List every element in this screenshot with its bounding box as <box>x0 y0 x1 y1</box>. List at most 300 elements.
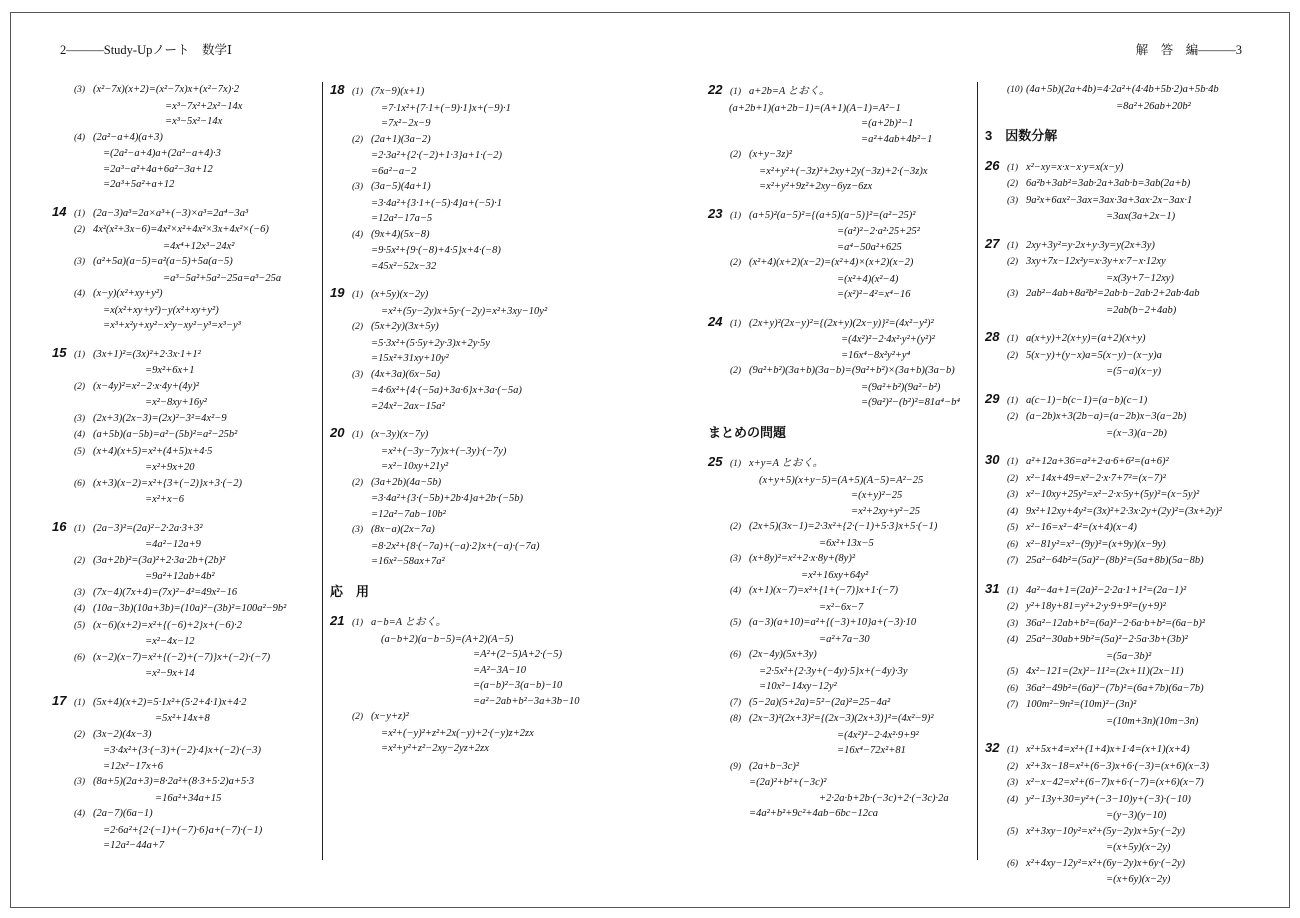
solution-line <box>52 806 317 823</box>
math-expression: y²−13y+30=y²+(−3−10)y+(−3)·(−10) <box>1026 793 1191 805</box>
solution-line <box>330 539 630 555</box>
problem-block <box>330 425 630 570</box>
solution-line <box>985 209 1255 225</box>
problem-block <box>985 82 1255 114</box>
solution-line <box>330 507 630 523</box>
math-expression: =(2a)²+b²+(−3c)² <box>749 777 827 788</box>
solution-line <box>330 554 630 570</box>
solution-line <box>330 148 630 164</box>
problem-block <box>52 204 317 334</box>
solution-line <box>52 666 317 682</box>
solution-line <box>985 824 1255 841</box>
math-expression: =x²−4x−12 <box>145 636 195 647</box>
solution-line <box>708 728 972 744</box>
math-expression: =4a²+b²+9c²+4ab−6bc−12ca <box>749 808 878 819</box>
solution-line <box>52 711 317 727</box>
subproblem-label: (5) <box>1007 826 1019 837</box>
problem-number: 32 <box>985 740 1000 755</box>
solution-line <box>52 727 317 744</box>
math-expression: (5x+4)(x+2)=5·1x²+(5·2+4·1)x+4·2 <box>93 696 247 708</box>
solution-line <box>330 116 630 132</box>
math-expression: 36a²−12ab+b²=(6a)²−2·6a·b+b²=(6a−b)² <box>1026 617 1206 629</box>
solution-line <box>52 254 317 271</box>
solution-line <box>708 255 972 272</box>
problem-number: 20 <box>330 425 345 440</box>
math-expression: a−b=A とおく。 <box>371 617 447 628</box>
solution-line <box>985 632 1255 649</box>
solution-line <box>52 492 317 508</box>
subproblem-label: (8) <box>730 714 742 724</box>
answer-column-2 <box>330 82 630 768</box>
solution-line <box>52 759 317 775</box>
solution-line <box>330 132 630 149</box>
solution-line <box>708 504 972 520</box>
subproblem-label: (2) <box>352 134 364 145</box>
problem-number: 16 <box>52 518 67 534</box>
math-expression: =(9a²)²−(b²)²=81a⁴−b⁴ <box>861 397 960 408</box>
solution-line <box>985 520 1255 537</box>
math-expression: 100m²−9n²=(10m)²−(3n)² <box>1026 699 1137 710</box>
math-expression: (x+8y)²=x²+2·x·8y+(8y)² <box>749 553 855 564</box>
subproblem-label: (3) <box>1007 618 1019 629</box>
solution-line <box>330 647 630 663</box>
solution-line <box>708 224 972 240</box>
solution-line <box>985 616 1255 633</box>
problem-block <box>330 82 630 274</box>
section-heading: 3 因数分解 <box>985 128 1058 143</box>
subproblem-label: (1) <box>1007 745 1019 755</box>
math-expression: x+y=A とおく。 <box>749 458 824 469</box>
solution-line <box>708 101 972 117</box>
math-expression: 25a²−30ab+9b²=(5a)²−2·5a·3b+(3b)² <box>1026 634 1188 645</box>
solution-line <box>330 632 630 648</box>
solution-line <box>985 714 1255 730</box>
solution-line <box>52 537 317 553</box>
subproblem-label: (7) <box>1007 700 1019 710</box>
math-expression: =x²+x−6 <box>145 494 184 505</box>
subproblem-label: (4) <box>74 809 86 819</box>
problem-block <box>52 693 317 854</box>
math-expression: =a²+7a−30 <box>819 633 870 645</box>
math-expression: (a+5)²(a−5)²={(a+5)(a−5)}²=(a²−25)² <box>749 209 916 221</box>
math-expression: (5−2a)(5+2a)=5²−(2a)²=25−4a² <box>749 696 891 708</box>
solution-line <box>708 363 972 380</box>
subproblem-label: (1) <box>730 210 742 221</box>
solution-line <box>985 856 1255 873</box>
solution-line <box>708 380 972 396</box>
solution-line <box>330 491 630 507</box>
solution-line <box>330 459 630 475</box>
math-expression: (2a−7)(6a−1) <box>93 808 153 819</box>
solution-line <box>985 504 1255 521</box>
math-expression: =x²+2xy+y²−25 <box>851 505 921 517</box>
solution-line <box>330 101 630 117</box>
math-expression: y²+18y+81=y²+2·y·9+9²=(y+9)² <box>1026 601 1166 612</box>
math-expression: =2ab(b−2+4ab) <box>1106 304 1177 316</box>
math-expression: =x³−7x²+2x²−14x <box>165 100 243 112</box>
subproblem-label: (3) <box>352 369 364 380</box>
math-expression: (a²+5a)(a−5)=a²(a−5)+5a(a−5) <box>93 256 233 267</box>
math-expression: =3·4a²+{3·(−5b)+2b·4}a+2b·(−5b) <box>371 493 524 504</box>
solution-line <box>708 488 972 504</box>
solution-line <box>52 553 317 570</box>
solution-line <box>330 259 630 275</box>
subproblem-label: (1) <box>1007 162 1019 173</box>
math-expression: (x−y)(x²+xy+y²) <box>93 288 163 299</box>
math-expression: =(x²+4)(x²−4) <box>837 273 899 285</box>
math-expression: (4a+5b)(2a+4b)=4·2a²+(4·4b+5b·2)a+5b·4b <box>1026 84 1219 95</box>
problem-block <box>985 391 1255 442</box>
solution-line <box>708 395 972 411</box>
math-expression: (2a−3)a³=2a×a³+(−3)×a³=2a⁴−3a³ <box>93 207 249 219</box>
subproblem-label: (1) <box>352 430 364 440</box>
answer-column-4 <box>985 82 1255 899</box>
math-expression: =(x²)²−4²=x⁴−16 <box>837 289 911 300</box>
problem-block <box>985 581 1255 730</box>
solution-line <box>52 743 317 759</box>
subproblem-label: (4) <box>74 289 86 299</box>
subproblem-label: (3) <box>1007 289 1019 299</box>
answer-column-3 <box>708 82 972 833</box>
math-expression: a(c−1)−b(c−1)=(a−b)(c−1) <box>1026 394 1148 406</box>
math-expression: 5(x−y)+(y−x)a=5(x−y)−(x−y)a <box>1026 349 1162 361</box>
math-expression: 3xy+7x−12x²y=x·3y+x·7−x·12xy <box>1026 256 1166 267</box>
solution-line <box>985 391 1255 410</box>
subproblem-label: (10) <box>1007 85 1023 95</box>
subproblem-label: (1) <box>730 318 742 329</box>
solution-line <box>985 487 1255 504</box>
solution-line <box>52 601 317 618</box>
solution-line <box>52 823 317 839</box>
solution-line <box>52 476 317 493</box>
solution-line <box>708 600 972 616</box>
math-expression: =x(3y+7−12xy) <box>1106 272 1174 284</box>
solution-line <box>985 599 1255 616</box>
math-expression: =x²−6x−7 <box>819 601 864 613</box>
solution-line <box>330 304 630 320</box>
subproblem-label: (3) <box>352 525 364 535</box>
problem-block <box>985 452 1255 570</box>
math-expression: =a⁴−50a²+625 <box>837 241 902 253</box>
math-expression: =x²+(5y−2y)x+5y·(−2y)=x²+3xy−10y² <box>381 305 548 317</box>
math-expression: =(x+5y)(x−2y) <box>1106 842 1171 853</box>
math-expression: x²+3x−18=x²+(6−3)x+6·(−3)=(x+6)(x−3) <box>1026 760 1209 772</box>
math-expression: (a−2b)x+3(2b−a)=(a−2b)x−3(a−2b) <box>1026 411 1187 422</box>
math-expression: =(10m+3n)(10m−3n) <box>1106 715 1199 727</box>
solution-line <box>52 395 317 411</box>
math-expression: =9·5x²+{9·(−8)+4·5}x+4·(−8) <box>371 245 501 256</box>
subproblem-label: (2) <box>352 322 364 332</box>
solution-line <box>52 204 317 223</box>
problem-block <box>985 329 1255 380</box>
problem-block <box>708 454 972 822</box>
solution-line <box>52 379 317 396</box>
math-expression: =10x²−14xy−12y² <box>759 681 837 692</box>
subproblem-label: (4) <box>352 229 364 240</box>
solution-line <box>708 759 972 776</box>
solution-line <box>985 254 1255 271</box>
math-expression: =5·3x²+(5·5y+2y·3)x+2y·5y <box>371 337 490 349</box>
solution-line <box>330 351 630 367</box>
solution-line <box>708 314 972 333</box>
solution-line <box>985 176 1255 193</box>
solution-line <box>708 791 972 807</box>
problem-number: 25 <box>708 454 723 469</box>
subproblem-label: (3) <box>74 777 86 787</box>
subproblem-label: (2) <box>730 258 742 268</box>
problem-block <box>708 314 972 411</box>
math-expression: =6x²+13x−5 <box>819 537 874 549</box>
subproblem-label: (3) <box>352 182 364 192</box>
solution-line <box>52 693 317 712</box>
math-expression: =x²+16xy+64y² <box>801 569 869 581</box>
math-expression: =9a²+12ab+4b² <box>145 571 215 582</box>
problem-number: 14 <box>52 203 67 219</box>
math-expression: =2a³−a²+4a+6a²−3a+12 <box>103 163 213 175</box>
solution-line <box>52 460 317 476</box>
math-expression: =(5a−3b)² <box>1106 650 1152 662</box>
math-expression: =x²+y²+9z²+2xy−6yz−6zx <box>759 181 873 192</box>
solution-line <box>708 568 972 584</box>
solution-line <box>985 348 1255 365</box>
math-expression: =16x⁴−8x²y²+y⁴ <box>841 349 911 361</box>
solution-line <box>52 271 317 287</box>
solution-line <box>985 303 1255 319</box>
problem-number: 31 <box>985 580 1000 596</box>
solution-line <box>52 303 317 319</box>
solution-line <box>985 82 1255 99</box>
math-expression: (3a+2b)(4a−5b) <box>371 476 442 488</box>
solution-line <box>330 211 630 227</box>
subproblem-label: (3) <box>730 554 742 564</box>
solution-line <box>985 581 1255 600</box>
solution-line <box>330 663 630 679</box>
math-expression: =(x+y)²−25 <box>851 490 903 501</box>
math-expression: =16x²−58ax+7a² <box>371 556 445 567</box>
section-heading: まとめの問題 <box>708 424 787 440</box>
problem-block <box>708 82 972 195</box>
solution-line <box>52 82 317 99</box>
solution-line <box>52 345 317 364</box>
solution-line <box>330 726 630 742</box>
math-expression: x²−xy=x·x−x·y=x(x−y) <box>1026 161 1124 173</box>
problem-block <box>330 613 630 757</box>
solution-line <box>985 236 1255 255</box>
problem-block <box>52 82 317 193</box>
answer-column-1 <box>52 82 317 865</box>
math-expression: x²+4xy−12y²=x²+(6y−2y)x+6y·(−2y) <box>1026 857 1186 869</box>
solution-line <box>985 840 1255 856</box>
subproblem-label: (2) <box>1007 350 1019 361</box>
subproblem-label: (1) <box>74 523 86 534</box>
solution-line <box>985 792 1255 809</box>
math-expression: 25a²−64b²=(5a)²−(8b)²=(5a+8b)(5a−8b) <box>1026 555 1204 566</box>
problem-number: 24 <box>708 313 723 329</box>
solution-line <box>708 711 972 728</box>
math-expression: =(a+2b)²−1 <box>861 118 914 129</box>
math-expression: =4x⁴+12x³−24x² <box>163 240 235 252</box>
subproblem-label: (3) <box>74 257 86 267</box>
subproblem-label: (4) <box>1007 794 1019 805</box>
subproblem-label: (6) <box>1007 539 1019 550</box>
solution-line <box>985 364 1255 380</box>
math-expression: =x³+x²y+xy²−x²y−xy²−y³=x³−y³ <box>103 320 241 331</box>
solution-line <box>330 741 630 757</box>
math-expression: =3ax(3a+2x−1) <box>1106 211 1176 222</box>
math-expression: (x+5y)(x−2y) <box>371 289 429 300</box>
problem-block <box>330 285 630 414</box>
math-expression: (a+5b)(a−5b)=a²−(5b)²=a²−25b² <box>93 429 238 440</box>
math-expression: (7x−4)(7x+4)=(7x)²−4²=49x²−16 <box>93 586 238 598</box>
solution-line <box>708 536 972 552</box>
math-expression: =x(x²+xy+y²)−y(x²+xy+y²) <box>103 304 219 316</box>
solution-line <box>708 82 972 101</box>
solution-line <box>330 367 630 384</box>
solution-line <box>330 196 630 212</box>
problem-block <box>985 740 1255 888</box>
subproblem-label: (1) <box>352 290 364 300</box>
solution-line <box>985 426 1255 442</box>
subproblem-label: (6) <box>1007 858 1019 869</box>
solution-line <box>330 678 630 694</box>
solution-line <box>330 227 630 244</box>
math-expression: =(4x²)²−2·4x²·9+9² <box>837 729 919 741</box>
solution-line <box>985 271 1255 287</box>
subproblem-label: (7) <box>1007 556 1019 566</box>
solution-line <box>52 318 317 334</box>
math-expression: (x−3y)(x−7y) <box>371 429 429 440</box>
math-expression: (9x+4)(5x−8) <box>371 228 430 240</box>
problem-number: 18 <box>330 82 345 97</box>
solution-line <box>52 177 317 193</box>
subproblem-label: (1) <box>74 208 86 219</box>
solution-line <box>708 615 972 632</box>
solution-line <box>708 332 972 348</box>
problem-block <box>985 158 1255 225</box>
math-expression: =2a³+5a²+a+12 <box>103 179 175 190</box>
math-expression: (2a²−a+4)(a+3) <box>93 131 163 143</box>
math-expression: x²−14x+49=x²−2·x·7+7²=(x−7)² <box>1026 472 1166 484</box>
solution-line <box>52 114 317 130</box>
problem-number: 22 <box>708 82 723 97</box>
solution-line <box>52 239 317 255</box>
solution-line <box>985 740 1255 759</box>
problem-block <box>985 236 1255 319</box>
subproblem-label: (2) <box>352 477 364 488</box>
page-header-right: 解 答 編———3 <box>1135 43 1242 57</box>
math-expression: (3x+1)²=(3x)²+2·3x·1+1² <box>93 348 201 360</box>
subproblem-label: (7) <box>730 697 742 708</box>
math-expression: =12a²−44a+7 <box>103 840 165 851</box>
solution-line <box>708 664 972 680</box>
math-expression: =(a²)²−2·a²·25+25² <box>837 226 920 237</box>
solution-line <box>330 179 630 196</box>
subproblem-label: (4) <box>1007 506 1019 517</box>
math-expression: =(9a²+b²)(9a²−b²) <box>861 381 941 393</box>
math-expression: (8x−a)(2x−7a) <box>371 524 435 535</box>
solution-line <box>708 272 972 288</box>
math-expression: (x−y+z)² <box>371 711 409 722</box>
math-expression: =15x²+31xy+10y² <box>371 353 449 364</box>
math-expression: (x²−7x)(x+2)=(x²−7x)x+(x²−7x)·2 <box>93 84 240 95</box>
math-expression: (x−2)(x−7)=x²+{(−2)+(−7)}x+(−2)·(−7) <box>93 651 271 663</box>
solution-line <box>985 664 1255 681</box>
math-expression: =x²+9x+20 <box>145 462 195 473</box>
solution-line <box>985 452 1255 471</box>
math-expression: =16a²+34a+15 <box>155 792 222 804</box>
math-expression: x²−81y²=x²−(9y)²=(x+9y)(x−9y) <box>1026 538 1166 550</box>
solution-line <box>708 743 972 759</box>
math-expression: (2x+3)(2x−3)=(2x)²−3²=4x²−9 <box>93 412 227 424</box>
math-expression: (2a+b−3c)² <box>749 760 799 772</box>
subproblem-label: (1) <box>352 618 364 628</box>
solution-line <box>52 585 317 602</box>
subproblem-label: (5) <box>74 620 86 631</box>
solution-line <box>708 583 972 600</box>
math-expression: (4x+3a)(6x−5a) <box>371 368 440 380</box>
math-expression: (a+2b+1)(a+2b−1)=(A+1)(A−1)=A²−1 <box>729 102 901 114</box>
subproblem-label: (1) <box>1007 240 1019 251</box>
solution-line <box>330 709 630 726</box>
solution-line <box>985 537 1255 554</box>
math-expression: a²+12a+36=a²+2·a·6+6²=(a+6)² <box>1026 456 1169 467</box>
solution-line <box>52 286 317 303</box>
solution-line <box>52 838 317 854</box>
math-expression: +2·2a·b+2b·(−3c)+2·(−3c)·2a <box>819 792 949 804</box>
subproblem-label: (3) <box>74 85 86 95</box>
problem-number: 21 <box>330 613 345 628</box>
subproblem-label: (1) <box>1007 334 1019 344</box>
solution-line <box>985 697 1255 714</box>
subproblem-label: (4) <box>74 604 86 614</box>
problem-block <box>52 345 317 508</box>
solution-line <box>330 285 630 304</box>
math-expression: (x+y+5)(x+y−5)=(A+5)(A−5)=A²−25 <box>759 474 924 486</box>
math-expression: =x²+y²+z²−2xy−2yz+2zx <box>381 743 489 754</box>
problem-number: 28 <box>985 329 1000 344</box>
math-expression: x²+3xy−10y²=x²+(5y−2y)x+5y·(−2y) <box>1026 825 1186 837</box>
solution-line <box>708 473 972 489</box>
problem-number: 15 <box>52 344 67 360</box>
solution-line <box>985 759 1255 776</box>
subproblem-label: (1) <box>730 459 742 469</box>
problem-block <box>52 519 317 682</box>
math-expression: =A²+(2−5)A+2·(−5) <box>473 649 563 660</box>
math-expression: (10a−3b)(10a+3b)=(10a)²−(3b)²=100a²−9b² <box>93 603 287 614</box>
problem-number: 30 <box>985 452 1000 467</box>
math-expression: (x+y−3z)² <box>749 149 792 160</box>
solution-line <box>985 681 1255 698</box>
section-heading: 応 用 <box>330 583 370 599</box>
math-expression: =2·6a²+{2·(−1)+(−7)·6}a+(−7)·(−1) <box>103 824 263 836</box>
math-expression: a(x+y)+2(x+y)=(a+2)(x+y) <box>1026 333 1146 344</box>
math-expression: =(5−a)(x−y) <box>1106 366 1162 377</box>
subproblem-label: (2) <box>730 522 742 532</box>
solution-line <box>330 694 630 710</box>
math-expression: (3x−2)(4x−3) <box>93 728 152 740</box>
problem-number: 29 <box>985 390 1000 406</box>
solution-line <box>708 164 972 180</box>
math-expression: 4x²−121=(2x)²−11²=(2x+11)(2x−11) <box>1026 666 1184 677</box>
solution-line <box>52 774 317 791</box>
subproblem-label: (2) <box>1007 761 1019 772</box>
subproblem-label: (1) <box>1007 395 1019 406</box>
math-expression: (x+1)(x−7)=x²+{1+(−7)}x+1·(−7) <box>749 585 898 596</box>
problem-number: 27 <box>985 235 1000 251</box>
solution-line <box>330 444 630 460</box>
subproblem-label: (6) <box>1007 683 1019 694</box>
math-expression: (2x−3)²(2x+3)²={(2x−3)(2x+3)}²=(4x²−9)² <box>749 713 934 724</box>
